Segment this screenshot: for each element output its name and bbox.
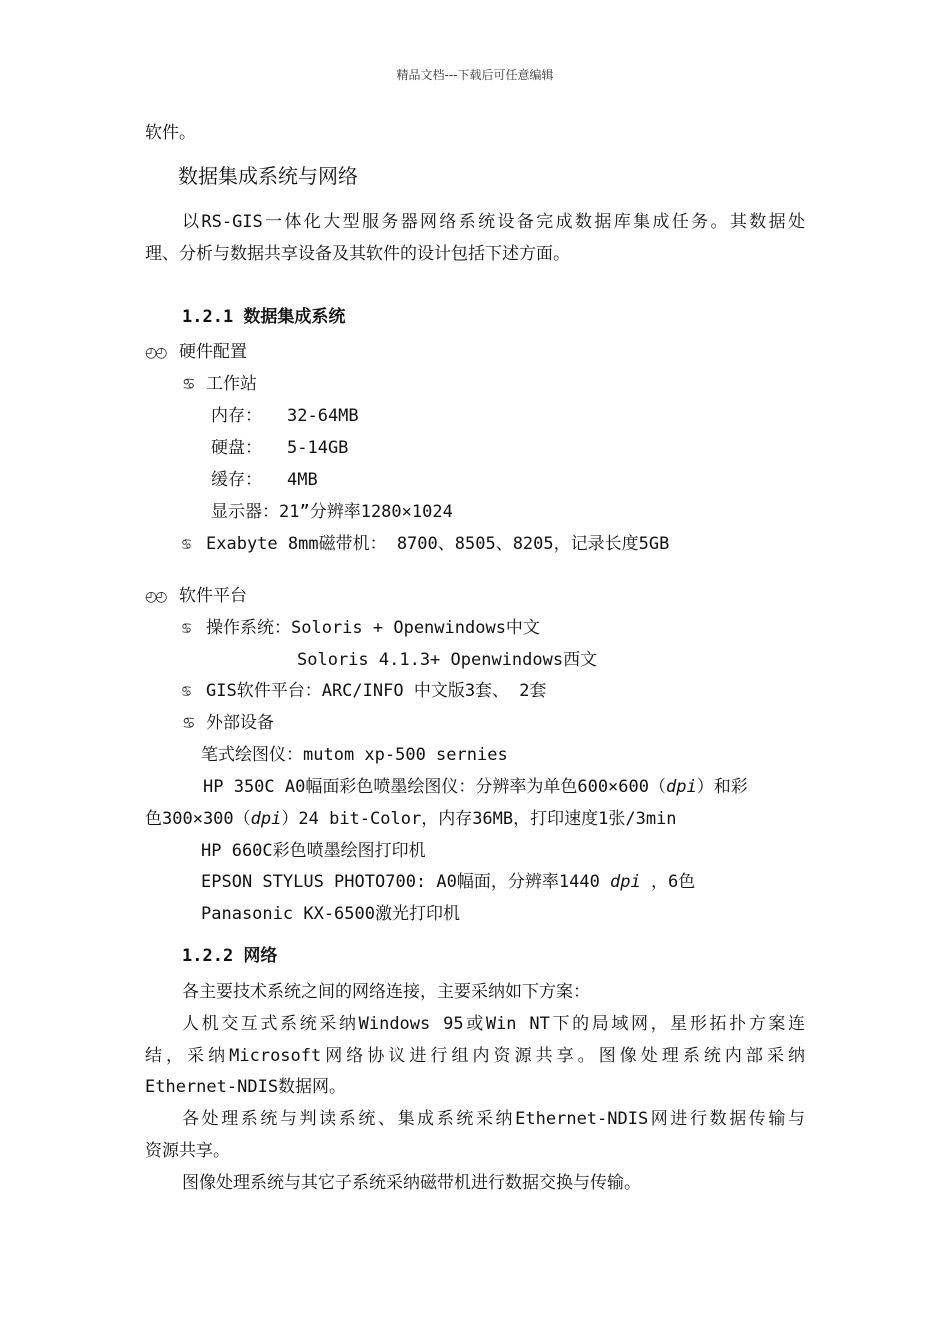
clock-bullet-icon: ◴◴: [145, 589, 166, 605]
text-segment: EPSON STYLUS PHOTO700: A0幅面，分辨率1440: [201, 872, 611, 892]
spec-value: 4MB: [287, 470, 318, 490]
text-line: Soloris 4.1.3+ Openwindows西文: [297, 650, 598, 670]
list-item: [145, 585, 247, 608]
item-text: 操作系统：Soloris + Openwindows中文: [206, 618, 540, 638]
item-text: 工作站: [206, 374, 257, 394]
text-segment: HP 350C A0幅面彩色喷墨绘图仪：分辨率为单色600×600（: [203, 777, 666, 797]
spec-row: [211, 405, 359, 427]
paragraph-line: 理、分析与数据共享设备及其软件的设计包括下述方面。: [145, 244, 570, 264]
dpi-unit: dpi: [250, 809, 282, 829]
text-segment: ）和彩: [696, 777, 748, 797]
spec-label: 硬盘：: [211, 438, 262, 458]
paragraph-line: 各处理系统与判读系统、集成系统采纳Ethernet-NDIS网进行数据传输与: [182, 1109, 805, 1129]
text-segment: ）24 bit-Color，内存36MB，打印速度1张/3min: [281, 809, 677, 829]
list-item: [182, 373, 257, 395]
list-item: [145, 341, 247, 364]
cancer-bullet-icon: ♋: [182, 375, 196, 393]
text-line: 笔式绘图仪：mutom xp-500 sernies: [201, 745, 508, 765]
spec-row: [211, 437, 348, 459]
spec-label: 内存：: [211, 406, 262, 426]
spec-label: 缓存：: [211, 470, 262, 490]
spec-row: [211, 469, 318, 491]
text-line: HP 660C彩色喷墨绘图打印机: [201, 841, 426, 861]
cancer-bullet-icon: ♋: [182, 714, 196, 732]
text-line: 软件。: [145, 123, 196, 143]
paragraph-line: 结，采纳Microsoft网络协议进行组内资源共享。图像处理系统内部采纳: [145, 1046, 805, 1066]
cancer-bullet-icon: ♋: [182, 682, 192, 700]
item-text: 硬件配置: [179, 342, 247, 362]
list-item: [182, 680, 547, 702]
page-header: 精品文档---下载后可任意编辑: [396, 68, 554, 82]
paragraph-line: 图像处理系统与其它子系统采纳磁带机进行数据交换与传输。: [182, 1173, 641, 1193]
text-segment: ，6色: [640, 872, 696, 892]
subsection-heading: 1.2.1 数据集成系统: [182, 307, 346, 327]
clock-bullet-icon: ◴◴: [145, 345, 166, 361]
paragraph-line: 资源共享。: [145, 1141, 230, 1161]
paragraph-line: 以RS-GIS一体化大型服务器网络系统设备完成数据库集成任务。其数据处: [182, 212, 805, 232]
spec-value: 32-64MB: [287, 406, 359, 426]
list-item: [182, 617, 540, 639]
dpi-unit: dpi: [610, 872, 641, 892]
item-text: GIS软件平台：ARC/INFO 中文版3套、 2套: [206, 681, 547, 701]
item-text: 软件平台: [179, 586, 247, 606]
text-line: Panasonic KX-6500激光打印机: [201, 904, 460, 924]
paragraph-line: 人机交互式系统采纳Windows 95或Win NT下的局域网，星形拓扑方案连: [182, 1014, 805, 1034]
list-item: [182, 712, 274, 734]
item-text: Exabyte 8mm磁带机： 8700、8505、8205，记录长度5GB: [206, 534, 670, 554]
paragraph-line: 各主要技术系统之间的网络连接，主要采纳如下方案：: [182, 982, 590, 1002]
text-line: [201, 871, 695, 893]
spec-value: 5-14GB: [287, 438, 349, 458]
paragraph-line: Ethernet-NDIS数据网。: [145, 1077, 347, 1097]
section-title: 数据集成系统与网络: [178, 164, 358, 188]
text-line: [145, 808, 677, 830]
cancer-bullet-icon: ♋: [182, 619, 192, 637]
list-item: [182, 533, 669, 555]
item-text: 外部设备: [206, 713, 274, 733]
text-segment: 色300×300（: [145, 809, 251, 829]
subsection-heading: 1.2.2 网络: [182, 946, 278, 966]
dpi-unit: dpi: [666, 777, 697, 797]
text-line: [203, 776, 748, 798]
spec-row: 显示器：21”分辨率1280×1024: [211, 502, 453, 522]
cancer-bullet-icon: ♋: [182, 535, 192, 553]
